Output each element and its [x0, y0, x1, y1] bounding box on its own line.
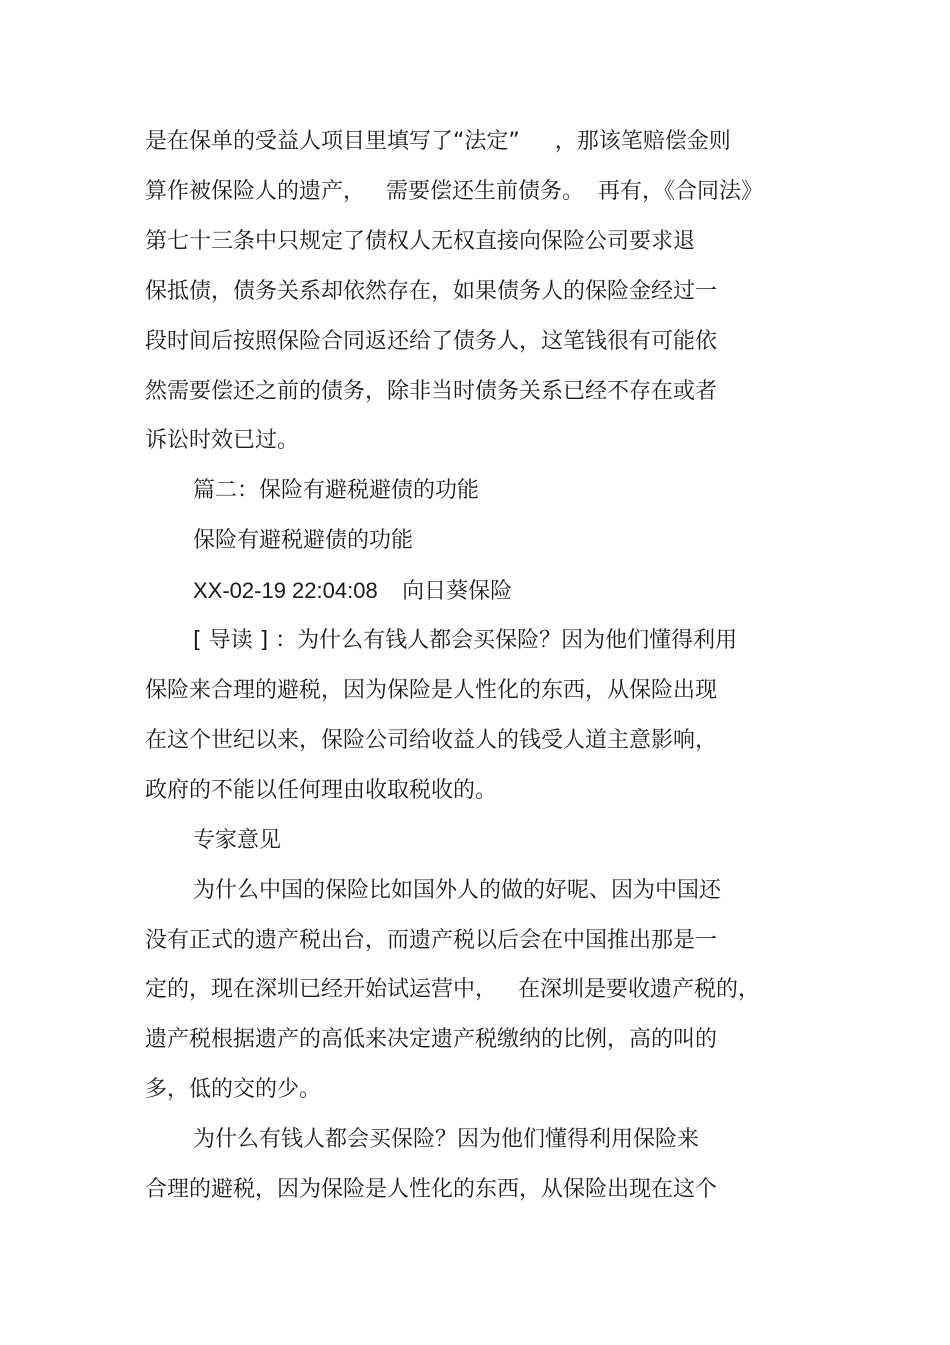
- body-line-7: 诉讼时效已过。: [145, 428, 300, 453]
- expert-heading: 专家意见: [193, 828, 282, 853]
- article-title: 保险有避税避债的功能: [193, 528, 414, 553]
- body-line-4: 保抵债，债务关系却依然存在，如果债务人的保险金经过一: [145, 279, 718, 304]
- body-line-3: 第七十三条中只规定了债权人无权直接向保险公司要求退: [145, 229, 696, 254]
- final-line-2: 合理的避税，因为保险是人性化的东西，从保险出现在这个: [145, 1177, 718, 1202]
- body-line-5: 段时间后按照保险合同返还给了债务人，这笔钱很有可能依: [145, 329, 718, 354]
- expert-line-2: 没有正式的遗产税出台，而遗产税以后会在中国推出那是一: [145, 928, 718, 953]
- body-line-2: 算作被保险人的遗产， 需要偿还生前债务。 再有，《合同法》: [145, 179, 763, 204]
- body-line-6: 然需要偿还之前的债务，除非当时债务关系已经不存在或者: [145, 379, 718, 404]
- expert-line-5: 多，低的交的少。: [145, 1077, 322, 1102]
- section-heading: 篇二：保险有避税避债的功能: [193, 478, 480, 503]
- lead-line-4: 政府的不能以任何理由收取税收的。: [145, 778, 498, 803]
- body-line-1: 是在保单的受益人项目里填写了“法定” ，那该笔赔偿金则: [145, 129, 731, 154]
- lead-line-3: 在这个世纪以来，保险公司给收益人的钱受人道主意影响，: [145, 728, 718, 753]
- expert-line-3: 定的，现在深圳已经开始试运营中， 在深圳是要收遗产税的，: [145, 977, 760, 1002]
- lead-line-2: 保险来合理的避税，因为保险是人性化的东西，从保险出现: [145, 678, 718, 703]
- final-line-1: 为什么有钱人都会买保险？因为他们懂得利用保险来: [193, 1127, 700, 1152]
- lead-line-1: [ 导读 ] ：为什么有钱人都会买保险？因为他们懂得利用: [193, 628, 738, 653]
- expert-line-4: 遗产税根据遗产的高低来决定遗产税缴纳的比例，高的叫的: [145, 1027, 718, 1052]
- expert-line-1: 为什么中国的保险比如国外人的做的好呢、因为中国还: [193, 878, 722, 903]
- article-meta: XX-02-19 22:04:08 向日葵保险: [193, 578, 513, 603]
